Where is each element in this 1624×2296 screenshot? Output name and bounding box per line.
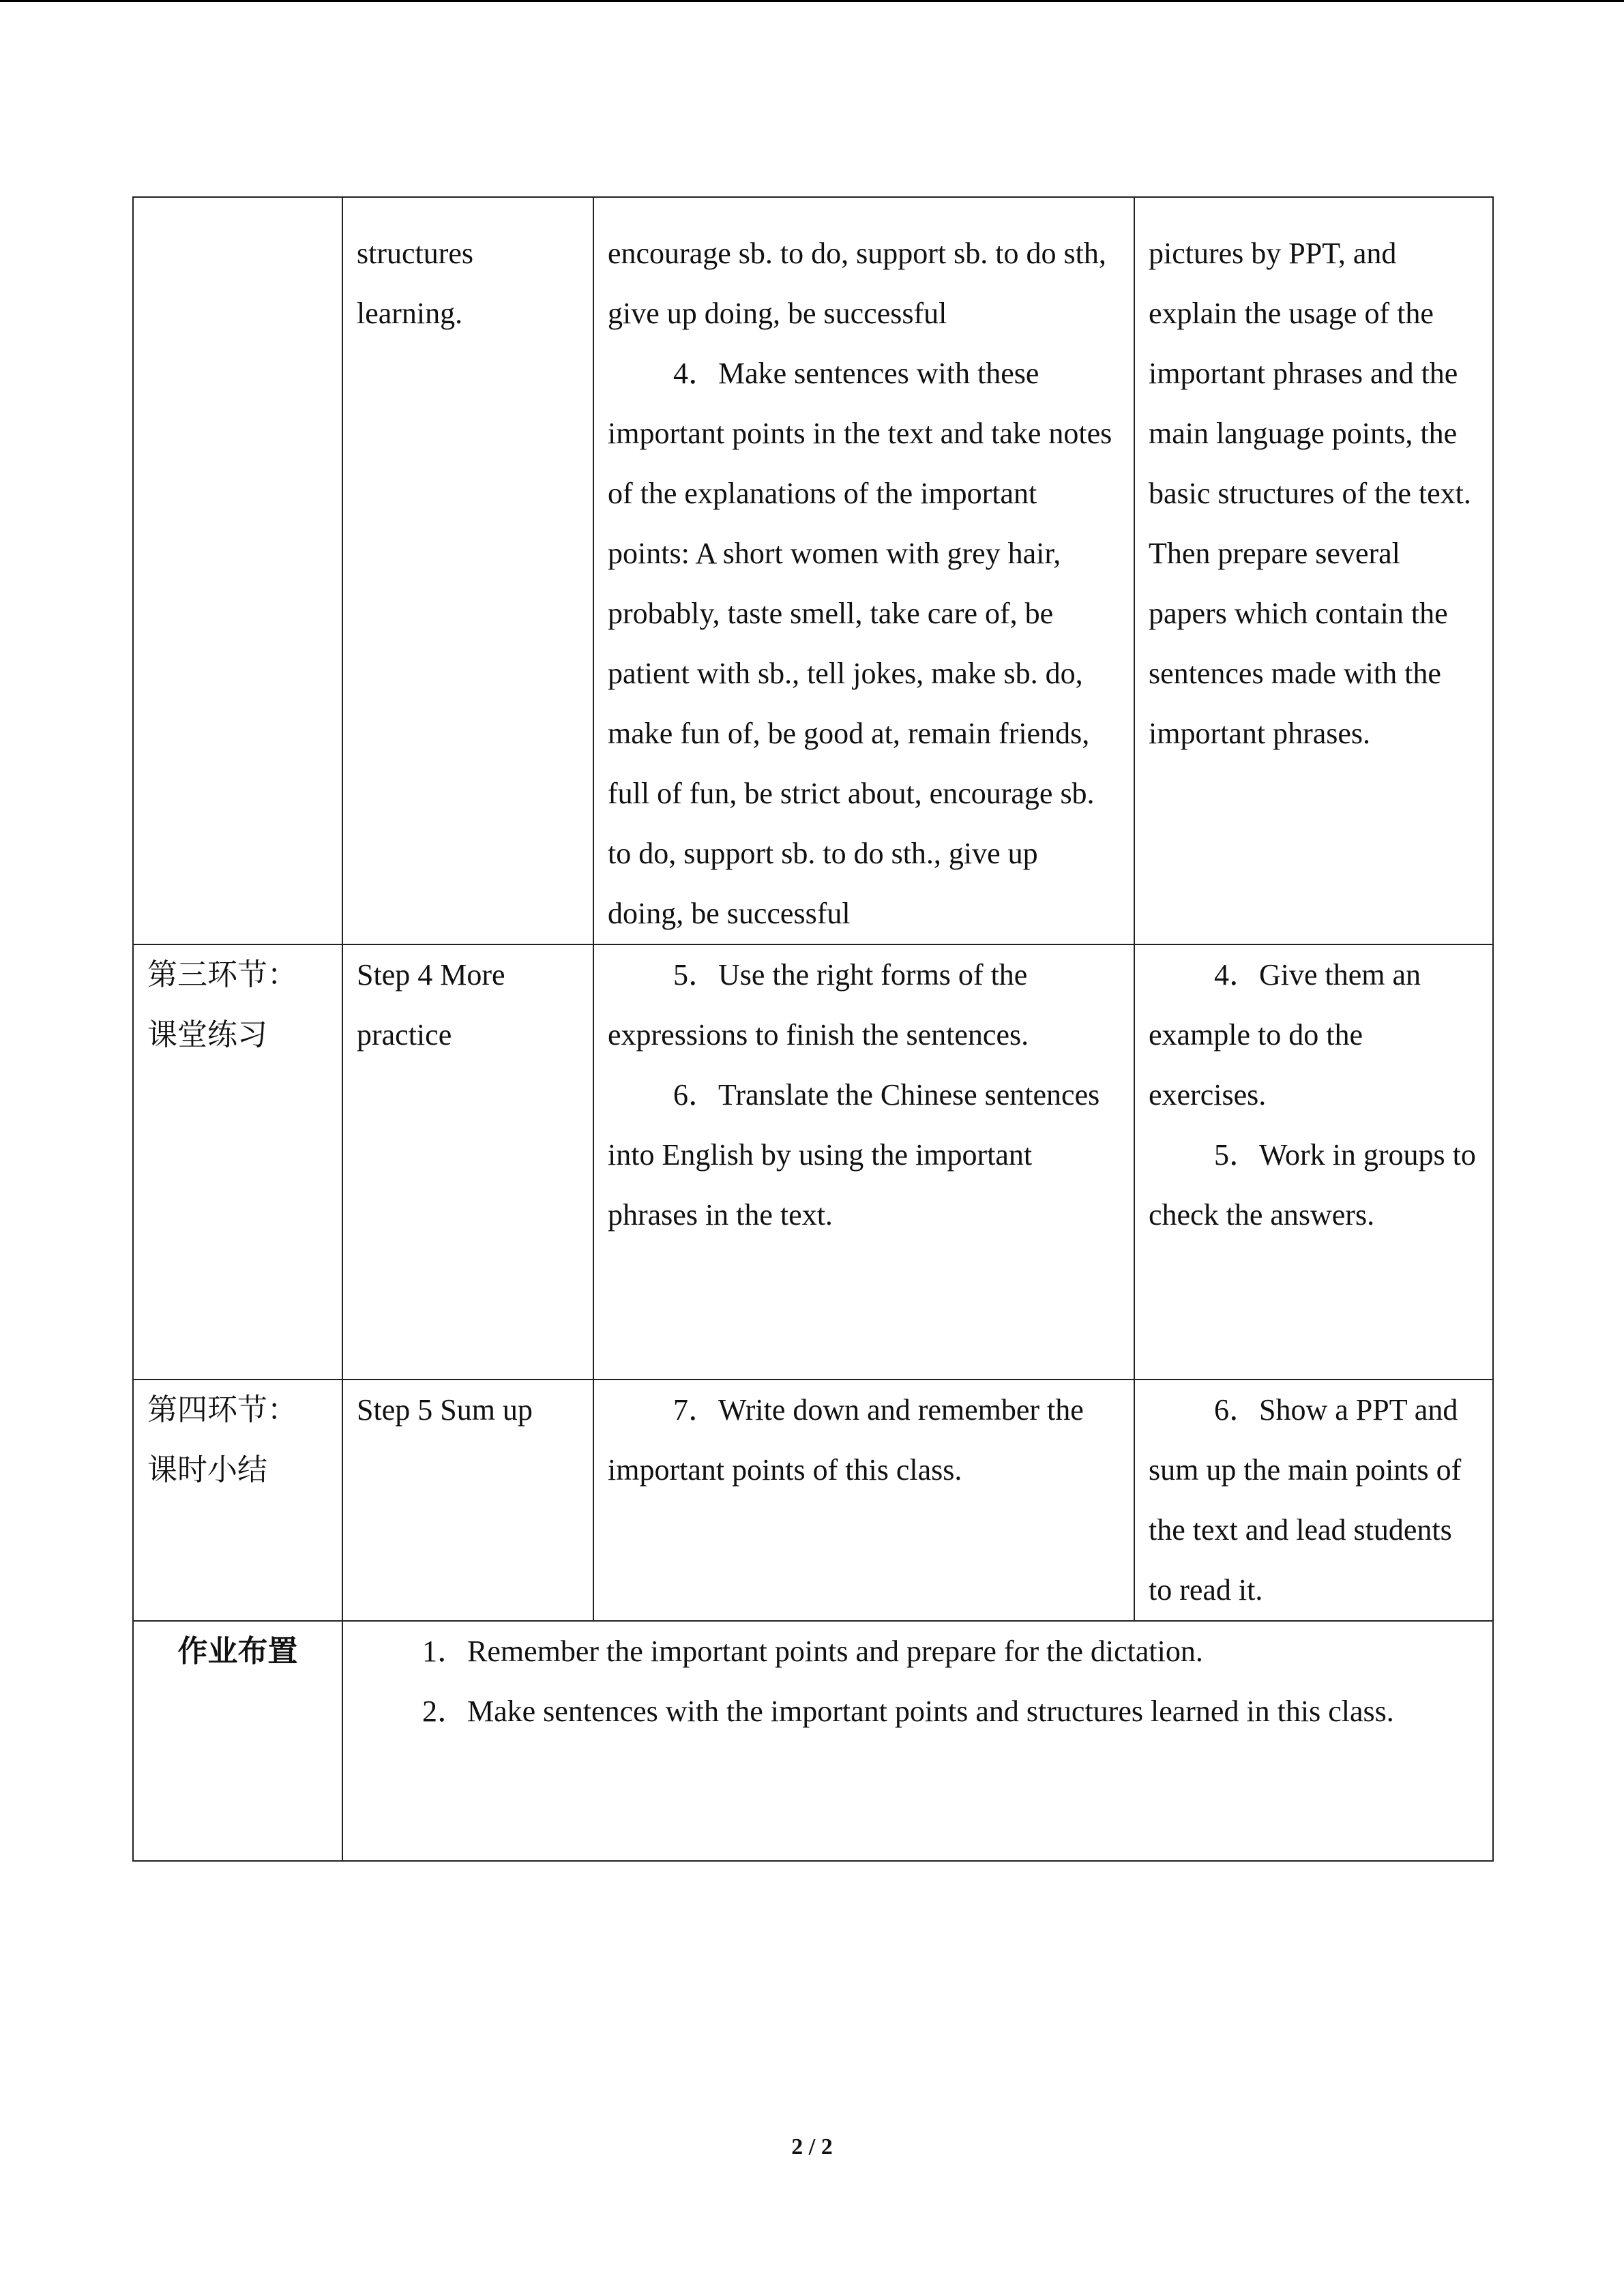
step-text: Step 5 Sum up: [357, 1393, 533, 1427]
step-cell: [342, 1380, 593, 1621]
student-activity-cell: [593, 197, 1134, 944]
page-number: 2 / 2: [791, 2134, 833, 2160]
stage-text: 第四环节：: [147, 1392, 297, 1427]
teacher-activity-cell: [1134, 1380, 1493, 1621]
step-text: Step 4 More practice: [357, 958, 505, 1052]
step-cell: [342, 197, 593, 944]
step-text: structures: [357, 237, 474, 270]
activity-text: 5．Work in groups to check the answers.: [1149, 1138, 1476, 1232]
stage-text: 第三环节：: [147, 957, 297, 992]
activity-text: 4．Make sentences with these important points in the text and take notes of the explanations of the important points: A short women with grey hair, probably, taste smell, take care of, be patient with sb., tell jokes, make sb. do, make fun of, be good at, remain friends, full of fun, be strict about, encourage sb. to do, support sb. to do sth., give up doing, be successful: [608, 357, 1112, 930]
stage-text: 课堂练习: [147, 1017, 267, 1052]
homework-content: [342, 1621, 1493, 1861]
activity-text: 7．Write down and remember the important points of this class.: [608, 1393, 1084, 1487]
student-activity-cell: [593, 944, 1134, 1380]
activity-text: 6．Show a PPT and sum up the main points of the text and lead students to read it.: [1149, 1393, 1462, 1607]
table-row: [133, 197, 1493, 944]
stage-cell: [133, 1380, 342, 1621]
activity-text: encourage sb. to do, support sb. to do sth, give up doing, be successful: [608, 237, 1106, 330]
activity-text: 5．Use the right forms of the expressions to finish the sentences.: [608, 958, 1029, 1052]
activity-text: 4．Give them an example to do the exercises.: [1149, 958, 1421, 1112]
student-activity-cell: [593, 1380, 1134, 1621]
page-top-border: [0, 0, 1624, 2]
table-row: [133, 944, 1493, 1380]
stage-cell: [133, 197, 342, 944]
table-row: [133, 1380, 1493, 1621]
stage-text: 课时小结: [147, 1452, 267, 1487]
activity-text: 6．Translate the Chinese sentences into English by using the important phrases in the text.: [608, 1078, 1100, 1232]
step-cell: [342, 944, 593, 1380]
homework-row: [133, 1621, 1493, 1861]
lesson-plan-table: [132, 196, 1494, 1862]
teacher-activity-cell: [1134, 197, 1493, 944]
homework-item: 2．Make sentences with the important points and structures learned in this class.: [422, 1695, 1394, 1728]
step-text: learning.: [357, 297, 463, 330]
homework-item: 1．Remember the important points and prepare for the dictation.: [422, 1635, 1203, 1668]
homework-label: 作业布置: [133, 1621, 342, 1861]
activity-text: pictures by PPT, and explain the usage of the important phrases and the main language points, the basic structures of the text. Then prepare several papers which contain the sentences made with the important phrases.: [1149, 237, 1471, 750]
teacher-activity-cell: [1134, 944, 1493, 1380]
stage-cell: [133, 944, 342, 1380]
